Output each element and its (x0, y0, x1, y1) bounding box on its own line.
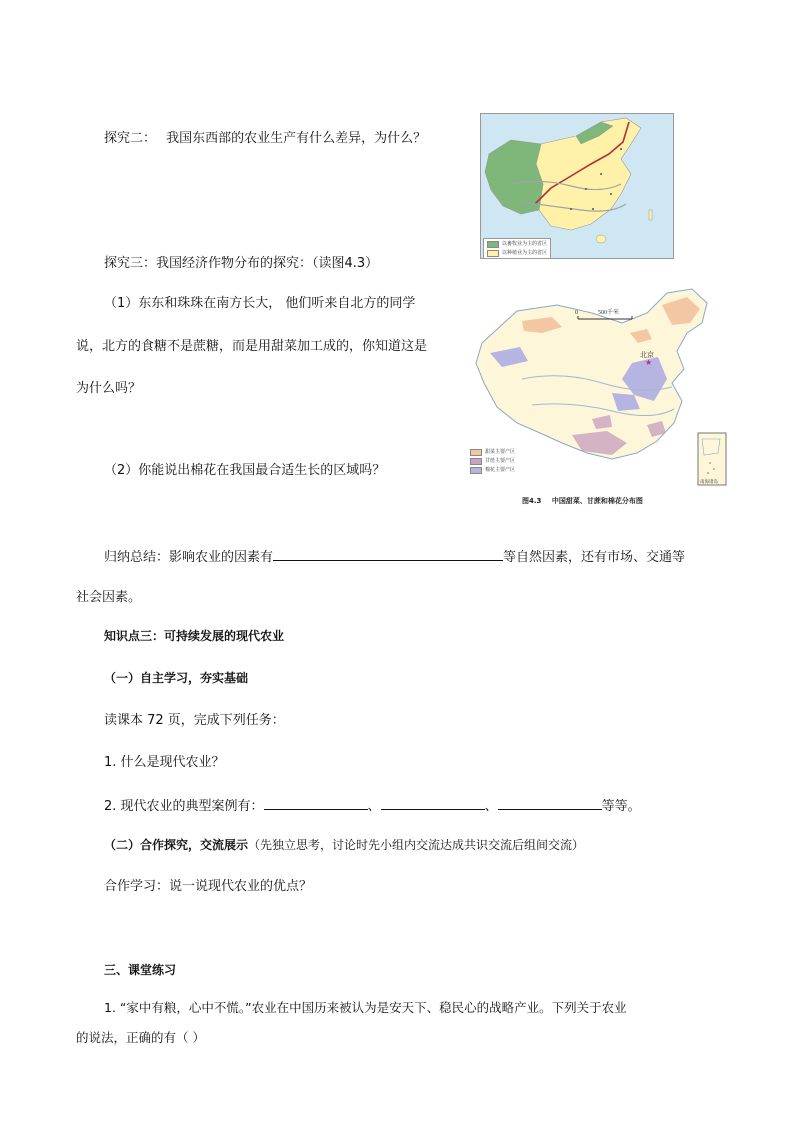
inquiry2-label: 探究二： (104, 131, 157, 146)
legend-crop (487, 250, 547, 257)
point3-item2 (104, 797, 641, 813)
inquiry3-q1-line2: 说，北方的食糖不是蔗糖，而是用甜菜加工成的，你知道这是 (76, 339, 428, 354)
hainan-island (596, 235, 606, 243)
map2-caption (522, 496, 643, 506)
section2-note: （先独立思考，讨论时先小组内交流达成共识交流后组间交流） (248, 838, 585, 852)
summary-line1 (104, 548, 685, 564)
legend-label-pastoral: 以畜牧业为主的省区 (502, 241, 548, 247)
summary-blank[interactable] (273, 548, 503, 561)
legend-swatch-pastoral (487, 241, 499, 248)
legend-swatch-crop (487, 250, 499, 257)
legend-swatch-sugarcane (470, 458, 482, 465)
point3-item1: 1. 什么是现代农业？ (104, 755, 225, 770)
inquiry3-q1-line1: （1）东东和珠珠在南方长大， 他们听来自北方的同学 (104, 296, 416, 311)
section2-heading: （二）合作探究，交流展示 (104, 838, 249, 852)
beijing-label: 北京 (640, 351, 654, 359)
agriculture-region-map (480, 113, 674, 259)
legend-cotton (470, 467, 515, 474)
legend-swatch-cotton (470, 467, 482, 474)
legend-label-sugar-beet: 甜菜主要产区 (485, 449, 516, 455)
legend-label-cotton: 棉花主要产区 (485, 467, 516, 473)
point3-title: 知识点三：可持续发展的现代农业 (104, 629, 285, 643)
case-blank-3[interactable] (498, 797, 602, 810)
point3-coop: 合作学习：说一说现代农业的优点？ (104, 879, 313, 894)
taiwan-island (649, 210, 652, 220)
practice-q1-line2: 的说法，正确的有（ ） (76, 1030, 205, 1045)
legend-sugar-beet (470, 449, 515, 456)
agriculture-region-map-svg (481, 114, 673, 258)
point3-read: 读课本 72 页，完成下列任务： (104, 713, 285, 728)
legend-label-sugarcane: 甘蔗主要产区 (485, 458, 516, 464)
summary-suffix: 等自然因素，还有市场、交通等 (503, 550, 686, 565)
legend-label-crop: 以种植业为主的省区 (502, 250, 548, 256)
inquiry3-q2: （2）你能说出棉花在我国最合适生长的区域吗？ (104, 463, 386, 478)
inquiry3-q1-line3: 为什么吗？ (76, 381, 142, 396)
map2-legend (470, 449, 515, 474)
crop-distribution-map (462, 283, 732, 509)
summary-prefix: 归纳总结：影响农业的因素有 (104, 550, 274, 565)
item2-prefix: 2. 现代农业的典型案例有： (104, 799, 264, 814)
summary-line2: 社会因素。 (76, 590, 142, 605)
practice-title: 三、课堂练习 (104, 963, 177, 977)
practice-q1-line1: 1. “家中有粮，心中不慌。”农业在中国历来被认为是安天下、稳民心的战略产业。下列关于农业 (104, 1000, 627, 1015)
inquiry2-question: 我国东西部的农业生产有什么差异，为什么？ (166, 131, 427, 146)
scale-zero: 0 (575, 310, 578, 316)
point3-section2 (104, 839, 584, 852)
inquiry2-line (104, 132, 426, 145)
caption-number: 图4.3 (522, 497, 542, 505)
caption-text: 中国甜菜、甘蔗和棉花分布图 (551, 497, 643, 505)
legend-swatch-sugar-beet (470, 449, 482, 456)
pastoral-region-west (485, 140, 543, 214)
beijing-star-icon: ★ (645, 358, 653, 367)
legend-sugarcane (470, 458, 515, 465)
separator: 、 (484, 799, 498, 814)
inquiry3-title: 探究三：我国经济作物分布的探究：（读图4.3） (104, 256, 379, 271)
map1-legend (483, 238, 551, 259)
point3-section1: （一）自主学习，夯实基础 (104, 671, 249, 685)
item2-suffix: 等等。 (601, 799, 641, 814)
scale-label: 500千米 (598, 310, 620, 316)
legend-pastoral (487, 241, 547, 248)
inset-label: 南海诸岛 (700, 480, 718, 485)
separator: 、 (367, 799, 381, 814)
case-blank-1[interactable] (264, 797, 368, 810)
case-blank-2[interactable] (381, 797, 485, 810)
